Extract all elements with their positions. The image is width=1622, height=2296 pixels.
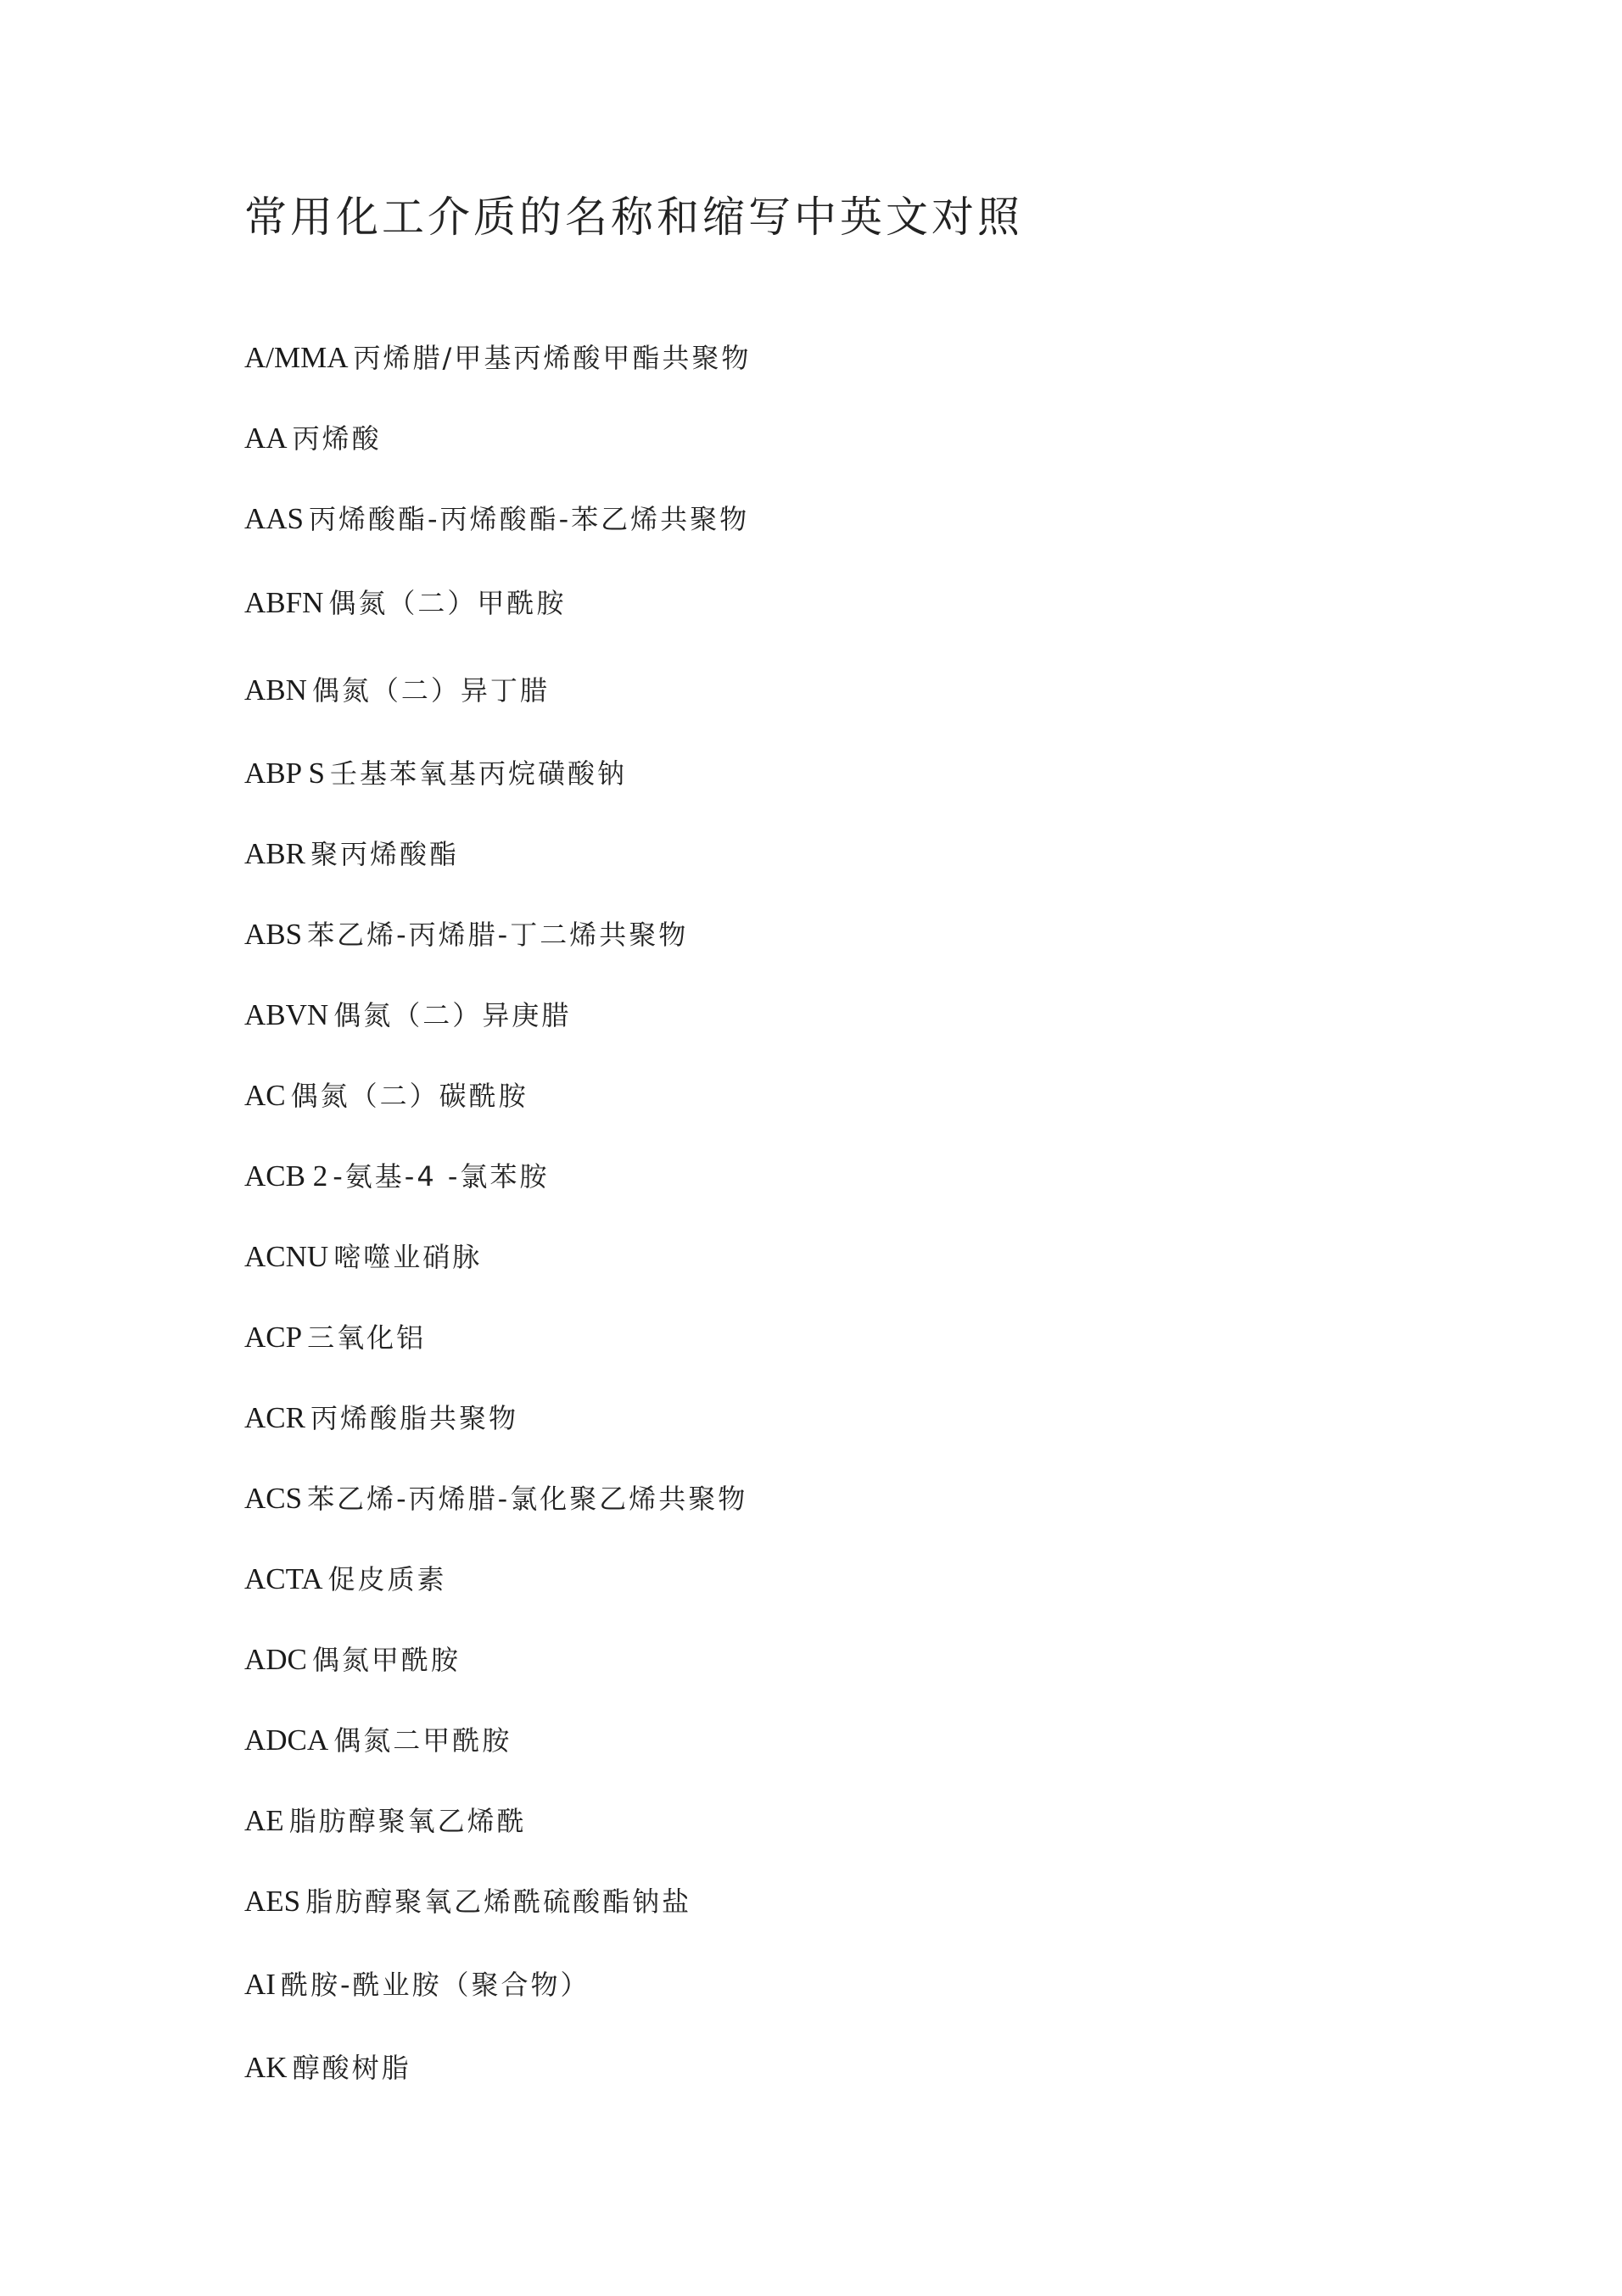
entry-name: 酰胺-酰业胺（聚合物） [280,1969,590,2001]
list-item [244,2051,411,2085]
entry-name: 嘧噬业硝脉 [333,1241,483,1273]
list-item [244,998,571,1032]
entry-abbreviation: ABN [244,673,307,707]
list-item [244,1321,426,1355]
list-item [244,673,550,707]
entry-name: 偶氮（二）异丁腊 [311,674,550,707]
list-item [244,1401,518,1435]
entry-name: 丙烯腊/甲基丙烯酸甲酯共聚物 [353,342,752,374]
entry-abbreviation: AAS [244,502,305,535]
entry-abbreviation: AA [244,422,288,455]
list-item [244,502,749,536]
list-item [244,1643,461,1677]
list-item [244,586,566,620]
entry-name: 脂肪醇聚氧乙烯酰硫酸酯钠盐 [305,1885,692,1918]
entry-abbreviation: AI [244,1968,276,2001]
entry-name: 丙烯酸酯-丙烯酸酯-苯乙烯共聚物 [309,503,750,535]
entry-name: 苯乙烯-丙烯腊-丁二烯共聚物 [307,919,689,951]
entry-abbreviation: AC [244,1079,286,1112]
entry-abbreviation: ACTA [244,1562,323,1595]
entry-name: 聚丙烯酸酯 [310,838,459,870]
list-item [244,1079,529,1113]
entry-abbreviation: ADC [244,1643,307,1676]
list-item [244,1723,512,1757]
entry-name: -氨基-4 -氯苯胺 [333,1160,550,1193]
entry-abbreviation: ACB 2 [244,1159,328,1193]
entry-abbreviation: AES [244,1885,301,1918]
entry-name: 偶氮（二）异庚腊 [333,999,572,1031]
list-item [244,422,382,455]
entry-abbreviation: ADCA [244,1723,329,1757]
list-item [244,1968,590,2002]
entry-abbreviation: ABS [244,918,303,951]
list-item [244,1885,691,1919]
entry-abbreviation: ABR [244,837,305,870]
entry-abbreviation: ACNU [244,1240,329,1273]
entry-abbreviation: A/MMA [244,341,349,374]
entry-abbreviation: AK [244,2051,288,2084]
entry-name: 偶氮（二）甲酰胺 [328,587,567,619]
entry-abbreviation: ACS [244,1482,303,1515]
list-item [244,1562,447,1596]
entry-name: 促皮质素 [327,1563,447,1595]
list-item [244,341,751,375]
entry-name: 丙烯酸 [292,422,382,455]
entry-name: 偶氮（二）碳酰胺 [290,1080,529,1112]
list-item [244,757,627,790]
entry-name: 丙烯酸脂共聚物 [310,1402,518,1434]
entry-name: 偶氮二甲酰胺 [333,1724,512,1757]
list-item [244,1159,549,1193]
entry-abbreviation: ACP [244,1321,303,1354]
entry-name: 醇酸树脂 [292,2052,411,2084]
list-item [244,1240,482,1274]
entry-abbreviation: ABP S [244,757,326,790]
entry-abbreviation: ABVN [244,998,329,1031]
entry-name: 苯乙烯-丙烯腊-氯化聚乙烯共聚物 [307,1483,748,1515]
list-item [244,837,459,871]
entry-abbreviation: ABFN [244,586,324,619]
entry-name: 偶氮甲酰胺 [311,1644,461,1676]
document-title: 常用化工介质的名称和缩写中英文对照 [244,193,1023,242]
entry-abbreviation: AE [244,1804,284,1837]
list-item [244,918,688,952]
entry-name: 三氧化铝 [307,1321,427,1354]
entry-abbreviation: ACR [244,1401,305,1434]
entry-name: 壬基苯氧基丙烷磺酸钠 [330,757,628,790]
list-item [244,1482,747,1516]
entry-name: 脂肪醇聚氧乙烯酰 [288,1805,527,1837]
list-item [244,1804,527,1838]
